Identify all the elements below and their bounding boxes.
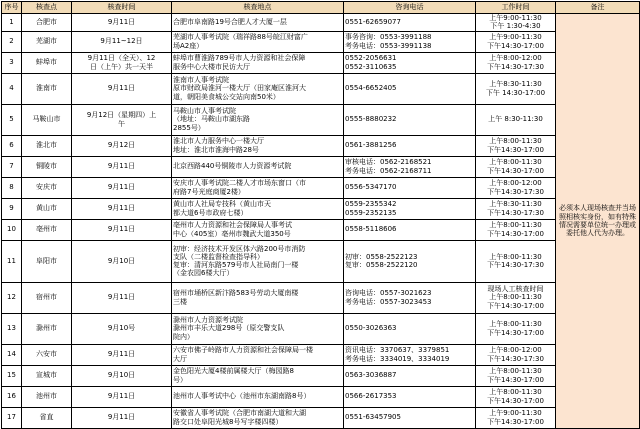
row-place-line: 六安市佛子岭路市人力资源和社会保障局一楼 (173, 346, 313, 355)
row-phone-line: 事务咨询：0553-3991188 (345, 33, 432, 42)
row-hours (476, 407, 556, 428)
row-hours-line: 下午14:30-17:00 (487, 41, 544, 50)
row-number: 16 (2, 386, 22, 407)
row-hours (476, 52, 556, 73)
table-row (2, 177, 640, 198)
row-hours-line: 上午8:00-11:30 (489, 367, 542, 376)
row-number: 2 (2, 31, 22, 52)
row-place-line: 服务中心大楼市民访大厅 (173, 62, 250, 71)
row-hours (476, 240, 556, 282)
row-hours-line: 上午8:00-12:00 (489, 179, 542, 188)
row-hours-line: 上午8:00-12:00 (489, 346, 542, 355)
row-hours-line: 下午 14:30-17:00 (485, 88, 546, 97)
row-place-line: 北京西路440号铜陵市人力资源考试院 (173, 162, 292, 171)
row-place-line: 池州市人事考试中心（池州市东湖南路8号） (173, 392, 311, 401)
table-header (2, 2, 640, 14)
row-phone-line: 0551-63457905 (345, 413, 401, 422)
row-hours (476, 198, 556, 219)
row-place-line: 号） (173, 375, 187, 384)
row-place-line: （地址：马鞍山市湖东路 (173, 115, 250, 124)
row-time-line: 午 (118, 119, 125, 128)
row-phone-line: 0554-6652405 (345, 84, 397, 93)
row-time-line: 9月11日 (107, 225, 136, 234)
row-hours-line: 上午8:00-11:30 (489, 293, 542, 302)
row-hours-line: 下午 1:30-4:30 (490, 22, 541, 31)
row-phone-line: 考务电话：0553-3991138 (345, 41, 432, 50)
row-city: 马鞍山市 (22, 104, 72, 135)
row-city: 铜陵市 (22, 156, 72, 177)
table-row (2, 219, 640, 240)
header-city: 核查点 (22, 2, 72, 14)
row-phone (344, 52, 476, 73)
row-hours-line: 下午14:30-17:00 (487, 166, 544, 175)
row-time-line: 9月10日 (107, 371, 136, 380)
row-phone (344, 313, 476, 344)
row-place-line: 滁州市丰乐大道298号（原交警支队 (173, 324, 285, 333)
row-time (72, 386, 172, 407)
row-time (72, 14, 172, 32)
verification-table (1, 1, 640, 429)
row-place-line: 院内） (173, 332, 194, 341)
row-time-line: 9月11日 (107, 162, 136, 171)
row-hours-line: 上午8:30-11:30 (489, 80, 542, 89)
row-phone (344, 386, 476, 407)
row-number: 8 (2, 177, 22, 198)
row-city: 宿州市 (22, 282, 72, 313)
row-city: 滁州市 (22, 313, 72, 344)
row-hours-line: 下午14:30-17:30 (487, 62, 544, 71)
row-place (172, 156, 344, 177)
row-phone (344, 135, 476, 156)
row-hours-line: 上午8:30-11:30 (489, 200, 542, 209)
table-row (2, 344, 640, 365)
row-hours-line: 上午9:00-11:30 (489, 33, 542, 42)
row-hours (476, 135, 556, 156)
row-city: 池州市 (22, 386, 72, 407)
row-place (172, 14, 344, 32)
row-phone (344, 240, 476, 282)
row-city: 安庆市 (22, 177, 72, 198)
row-time-line: 9月11日 (107, 204, 136, 213)
row-place (172, 386, 344, 407)
table-row (2, 386, 640, 407)
row-phone-line: 0559-2352135 (345, 208, 397, 217)
row-place (172, 219, 344, 240)
row-place (172, 365, 344, 386)
row-place-line: （金农园6楼大厅） (173, 269, 234, 278)
row-number: 10 (2, 219, 22, 240)
row-place-line: 淮北市人力服务中心一楼大厅 (173, 137, 264, 146)
row-number: 5 (2, 104, 22, 135)
row-hours-line: 上午8:00-11:30 (489, 137, 542, 146)
row-hours-line: 下午14:30-17:00 (487, 417, 544, 426)
row-hours-line: 下午14:30-17:00 (487, 375, 544, 384)
row-city: 合肥市 (22, 14, 72, 32)
row-place-line: 金色阳光大厦4楼前属楼大厅（梅园路8 (173, 367, 294, 376)
row-number: 3 (2, 52, 22, 73)
row-phone-line: 0559-2355342 (345, 200, 397, 209)
row-phone-line: 0566-2617353 (345, 392, 397, 401)
row-place-line: 安徽省人事考试院（合肥市南湖大道和大湖 (173, 409, 306, 418)
row-time-line: 9月12日（星期四）上 (86, 111, 157, 120)
row-hours (476, 365, 556, 386)
row-time (72, 177, 172, 198)
row-place-line: 2855号） (173, 123, 205, 132)
table-row (2, 282, 640, 313)
row-number: 9 (2, 198, 22, 219)
row-time (72, 73, 172, 104)
row-time-line: 9月11日 (107, 413, 136, 422)
row-number: 12 (2, 282, 22, 313)
row-hours-line: 上午8:00-12:00 (489, 54, 542, 63)
row-city: 宣城市 (22, 365, 72, 386)
row-place-line: 场A2座） (173, 41, 204, 50)
row-phone (344, 177, 476, 198)
row-city: 芜湖市 (22, 31, 72, 52)
row-phone (344, 365, 476, 386)
row-place-line: 合肥市阜南路19号合肥人才大厦一层 (173, 18, 287, 27)
row-phone (344, 104, 476, 135)
row-phone (344, 219, 476, 240)
row-hours-line: 上午 8:30-11:30 (488, 115, 543, 124)
header-no: 序号 (2, 2, 22, 14)
row-number: 6 (2, 135, 22, 156)
row-hours-line: 上午9:00-11:30 (489, 409, 542, 418)
row-time-line: 9月11日 (107, 18, 136, 27)
header-phone: 咨询电话 (344, 2, 476, 14)
table-row (2, 52, 640, 73)
row-number: 7 (2, 156, 22, 177)
row-time (72, 407, 172, 428)
row-place (172, 198, 344, 219)
row-place (172, 31, 344, 52)
row-place-line: 府路7号光庭商厦2楼） (173, 187, 245, 196)
row-phone-line: 0552-2056631 (345, 54, 397, 63)
row-phone (344, 198, 476, 219)
row-city: 黄山市 (22, 198, 72, 219)
table-row (2, 198, 640, 219)
row-hours-line: 上午8:00-11:30 (489, 158, 542, 167)
row-hours-line: 上午8:00-11:30 (489, 252, 542, 261)
row-place-line: 大厅 (173, 354, 187, 363)
table-row (2, 313, 640, 344)
row-hours-line: 下午14:30-17:00 (487, 328, 544, 337)
row-phone-line: 复审：0558-2522120 (345, 261, 418, 270)
row-phone (344, 31, 476, 52)
row-time (72, 344, 172, 365)
row-place-line: 道，朝阳美食城公交站向南50米） (173, 92, 280, 101)
row-number: 14 (2, 344, 22, 365)
row-place (172, 344, 344, 365)
table-row (2, 135, 640, 156)
row-city: 淮北市 (22, 135, 72, 156)
row-hours-line: 下午14:30-17:30 (487, 354, 544, 363)
row-hours-line: 下午14:30-17:00 (487, 229, 544, 238)
row-number: 13 (2, 313, 22, 344)
row-phone-line: 0563-3036887 (345, 371, 397, 380)
row-number: 1 (2, 14, 22, 32)
row-number: 15 (2, 365, 22, 386)
row-phone-line: 审核电话：0562-2168521 (345, 158, 432, 167)
row-place-line: 滁州市人力资源考试院 (173, 316, 243, 325)
row-time-line: 9月12日 (107, 141, 136, 150)
row-phone (344, 282, 476, 313)
row-time-line: 9月11日 (107, 84, 136, 93)
row-city: 六安市 (22, 344, 72, 365)
row-time-line: 9月11日 (107, 293, 136, 302)
row-hours-line: 下午14:30-17:30 (487, 187, 544, 196)
row-time (72, 31, 172, 52)
row-place-line: 三楼 (173, 297, 187, 306)
row-phone-line: 咨询电话：0557-3021623 (345, 289, 432, 298)
table-row (2, 73, 640, 104)
row-city: 亳州市 (22, 219, 72, 240)
row-hours-line: 下午14:30-17:30 (487, 261, 544, 270)
row-phone-line: 初审：0558-2522123 (345, 252, 418, 261)
row-time (72, 135, 172, 156)
row-hours (476, 104, 556, 135)
row-hours-line: 下午14:30-17:30 (487, 208, 544, 217)
row-hours-line: 上午9:00-11:30 (489, 14, 542, 22)
row-time-line: 9月10号 (107, 324, 136, 333)
row-phone (344, 14, 476, 32)
row-place (172, 177, 344, 198)
row-hours (476, 156, 556, 177)
row-phone-line: 0561-3881256 (345, 141, 397, 150)
row-place-line: 地址：淮北市淮海中路28号 (173, 145, 259, 154)
row-hours-line: 下午14:30-17:00 (487, 145, 544, 154)
header-remark: 备注 (556, 2, 640, 14)
row-time (72, 156, 172, 177)
row-place (172, 240, 344, 282)
row-phone-line: 考务电话：0562-2168711 (345, 166, 432, 175)
row-place-line: 亳州市人力资源和社会保障局人事考试 (173, 221, 292, 230)
row-hours (476, 31, 556, 52)
row-place (172, 313, 344, 344)
row-time-line: 9月10日 (107, 256, 136, 265)
header-hours: 工作时间 (476, 2, 556, 14)
row-place-line: 淮南市人事考试院 (173, 76, 229, 85)
row-time-line: 日（上午）共一天半 (90, 62, 153, 71)
row-hours (476, 177, 556, 198)
row-time (72, 240, 172, 282)
table-row (2, 407, 640, 428)
row-hours-line: 现场人工核查时间 (487, 285, 544, 294)
row-place (172, 52, 344, 73)
row-hours (476, 14, 556, 32)
row-city: 蚌埠市 (22, 52, 72, 73)
table-row (2, 104, 640, 135)
row-time-line: 9月11~12日 (100, 37, 143, 46)
row-city: 阜阳市 (22, 240, 72, 282)
row-phone-line: 考务电话：0557-3023453 (345, 297, 432, 306)
row-city: 淮南市 (22, 73, 72, 104)
row-hours (476, 73, 556, 104)
row-phone-line: 考务电话：3334019、3334019 (345, 354, 450, 363)
row-phone-line: 0556-5347170 (345, 183, 397, 192)
row-hours (476, 386, 556, 407)
row-place-line: 中心（405室）亳州市魏武大道350号 (173, 229, 291, 238)
row-phone (344, 73, 476, 104)
row-place-line: 宿州市埇桥区新汴路583号劳动大厦南楼 (173, 289, 299, 298)
row-time-line: 9月11日 (107, 392, 136, 401)
row-time (72, 313, 172, 344)
row-time (72, 198, 172, 219)
row-hours-line: 上午8:00-11:30 (489, 221, 542, 230)
row-place-line: 复审：清河东路579号市人社局南门一楼 (173, 261, 299, 270)
row-place (172, 73, 344, 104)
row-place (172, 104, 344, 135)
row-phone-line: 0558-5118606 (345, 225, 397, 234)
header-place: 核查地点 (172, 2, 344, 14)
row-place-line: 芜湖市人事考试院（瑞祥路88号皖江财富广 (173, 33, 308, 42)
row-hours-line: 上午8:00-11:30 (489, 320, 542, 329)
row-number: 4 (2, 73, 22, 104)
table-row (2, 14, 640, 32)
remark-note: 必须本人现场核查并当场照相核实身份，如有特殊情况需要单位统一办理或委托他人代为办理。 (556, 14, 640, 429)
row-number: 11 (2, 240, 22, 282)
row-number: 17 (2, 407, 22, 428)
row-place-line: 马鞍山市人事考试院 (173, 107, 236, 116)
row-hours (476, 344, 556, 365)
row-time (72, 52, 172, 73)
table-row (2, 240, 640, 282)
row-time (72, 219, 172, 240)
row-hours-line: 下午14:30-17:00 (487, 301, 544, 310)
row-phone (344, 156, 476, 177)
row-place (172, 407, 344, 428)
row-phone-line: 资讯电话：3370637、3379851 (345, 346, 450, 355)
row-time-line: 9月11日 (107, 350, 136, 359)
row-phone (344, 344, 476, 365)
row-place-line: 蚌埠市曹淮路789号市人力资源和社会保障 (173, 54, 306, 63)
row-time (72, 282, 172, 313)
row-phone-line: 0550-3026363 (345, 324, 397, 333)
row-place (172, 135, 344, 156)
row-place-line: 安庆市人事考试院二楼人才市场东窗口（市 (173, 179, 306, 188)
row-place (172, 282, 344, 313)
row-hours (476, 219, 556, 240)
row-time (72, 365, 172, 386)
row-time-line: 9月11日（全天）、12 (87, 54, 156, 63)
row-hours (476, 282, 556, 313)
row-time-line: 9月11日 (107, 183, 136, 192)
table-row (2, 156, 640, 177)
row-place-line: 支队（二楼监督检查指导科） (173, 252, 264, 261)
row-hours-line: 上午8:00-11:30 (489, 388, 542, 397)
table-row (2, 365, 640, 386)
row-phone-line: 0551-62659077 (345, 18, 401, 27)
row-phone (344, 407, 476, 428)
row-place-line: 初审：经济技术开发区体六路200号市消防 (173, 244, 306, 253)
row-place-line: 原市财政局淮河一楼大厅（田家庵区淮河大 (173, 84, 306, 93)
row-hours (476, 313, 556, 344)
row-place-line: 都大道6号市政府七楼） (173, 208, 248, 217)
row-place-line: 路交口处阜阳光城8号写字楼四楼） (173, 417, 283, 426)
row-place-line: 黄山市人社局专技科（黄山市天 (173, 200, 271, 209)
row-time (72, 104, 172, 135)
table-row (2, 31, 640, 52)
row-phone-line: 0555-8880232 (345, 115, 397, 124)
row-phone-line: 0552-3110635 (345, 62, 397, 71)
row-city: 省直 (22, 407, 72, 428)
header-time: 核查时间 (72, 2, 172, 14)
row-hours-line: 下午14:30-17:00 (487, 396, 544, 405)
